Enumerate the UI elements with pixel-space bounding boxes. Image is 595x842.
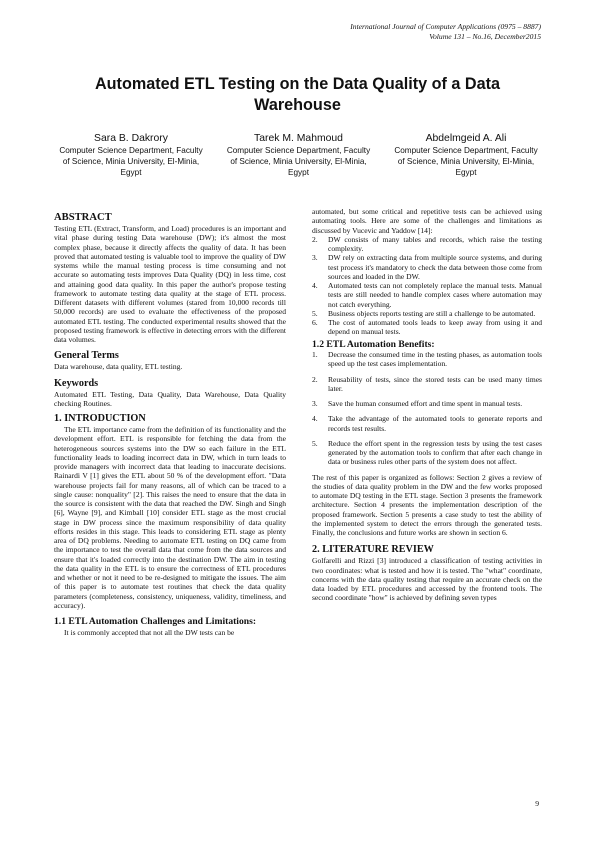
item-text: Automated tests can not completely replace the manual tests. Manual tests are still needed to handle complex cases where automation may not catch everything. bbox=[328, 281, 542, 309]
item-number: 3. bbox=[312, 253, 318, 263]
general-terms-heading: General Terms bbox=[54, 350, 119, 362]
list-item bbox=[312, 318, 542, 337]
author-affiliation: Computer Science Department, Faculty of Science, Minia University, El-Minia, Egypt bbox=[394, 146, 538, 177]
introduction-heading: 1. INTRODUCTION bbox=[54, 413, 146, 424]
list-item bbox=[312, 414, 542, 433]
author-3 bbox=[391, 132, 541, 178]
list-item bbox=[312, 253, 542, 281]
item-text: DW consists of many tables and records, which raise the testing complexity. bbox=[328, 234, 542, 253]
list-item bbox=[312, 309, 542, 318]
general-terms-text: Data warehouse, data quality, ETL testing. bbox=[54, 362, 183, 372]
keywords-text: Automated ETL Testing, Data Quality, Data Warehouse, Data Quality checking Routines. bbox=[54, 389, 286, 408]
author-name: Tarek M. Mahmoud bbox=[254, 133, 343, 144]
list-item bbox=[312, 281, 542, 309]
benefits-heading: 1.2 ETL Automation Benefits: bbox=[312, 338, 435, 350]
journal-header bbox=[350, 22, 541, 42]
item-text: Save the human consumed effort and time spent in manual tests. bbox=[328, 399, 523, 408]
item-number: 2. bbox=[312, 234, 318, 244]
paper-title: Automated ETL Testing on the Data Quality of a Data Warehouse bbox=[94, 75, 501, 114]
benefits-list bbox=[312, 350, 542, 467]
item-number: 3. bbox=[312, 399, 318, 408]
page-number: 9 bbox=[535, 799, 539, 808]
challenges-continued-text: automated, but some critical and repetitive tests can be achieved using automating tools. Here are some of the challenges and limitations as discussed by Vucevic and Yaddow [14]: bbox=[312, 207, 542, 235]
author-block bbox=[56, 132, 541, 178]
author-affiliation: Computer Science Department, Faculty of Science, Minia University, El-Minia, Egypt bbox=[226, 146, 371, 177]
item-number: 4. bbox=[312, 281, 318, 290]
author-affiliation: Computer Science Department, Faculty of Science, Minia University, El-Minia, Egypt bbox=[59, 146, 203, 177]
journal-name: International Journal of Computer Applications (0975 – 8887) bbox=[350, 22, 541, 31]
item-text: Business objects reports testing are still a challenge to be automated. bbox=[328, 308, 536, 318]
literature-review-text: Golfarelli and Rizzi [3] introduced a classification of testing activities in two coordinates: what is tested and how it is tested. The "what" coordinate, concerns with the data quality testing that require an accurate check on the data loaded by ETL procedures and accessed by the frontend tools. The second coordinate "how" is achieved by defining seven types bbox=[312, 556, 542, 603]
item-number: 2. bbox=[312, 374, 318, 384]
item-text: Decrease the consumed time in the testing phases, as automation tools speed up the test cases implementation. bbox=[328, 350, 542, 369]
list-item bbox=[312, 399, 542, 408]
left-column bbox=[54, 212, 286, 637]
item-text: Take the advantage of the automated tools to generate reports and records test results. bbox=[328, 414, 542, 433]
abstract-heading: ABSTRACT bbox=[54, 212, 112, 223]
journal-volume: Volume 131 – No.16, December2015 bbox=[429, 32, 541, 41]
challenges-intro-text: It is commonly accepted that not all the DW tests can be bbox=[64, 627, 235, 637]
author-1 bbox=[56, 132, 206, 178]
item-text: The cost of automated tools leads to keep away from using it and depend on manual tests. bbox=[328, 318, 542, 337]
challenges-list bbox=[312, 235, 542, 337]
item-number: 5. bbox=[312, 438, 318, 448]
author-2 bbox=[224, 132, 374, 178]
introduction-text: The ETL importance came from the definition of its functionality and the development effort. ETL is responsible for fetching the data from the heterogeneous sources systems into the DW so each failure in the ETL functionality leads to loading incorrect data in DW, which in turn leads to provide managers with incorrect data that leading to inaccurate decisions. Rainardi V [1] gives the ETL about 50 % of the development effort. "Data warehouse projects fail for many reasons, all of which can be traced to a single cause: nonquality" [2]. This raises the need to ensure that the data in the source is consistent with the data that reached the DW. Singh and Singh [6], Wayne [9], and Kimball [10] consider ETL stage as the most crucial stage in DW process since the maximum responsibility of data quality efforts resides in this stage. This leads to considering ETL stage as plenty area of DQ problems. Needing to automate ETL testing on DQ came from the importance to test the overall data that come from the data sources and ensure that it's loaded correctly into the destination DW. The aim in testing the data quality in the ETL is to ensure the correctness of ETL procedures and whether or not it need to be re-designed to mitigate the issues. The aim of this paper is to automate test routines that check the data quality parameters (completeness, consistency, uniqueness, validity, timeliness, and accuracy). bbox=[54, 425, 286, 610]
challenges-heading: 1.1 ETL Automation Challenges and Limitations: bbox=[54, 616, 257, 627]
author-name: Abdelmgeid A. Ali bbox=[425, 133, 507, 144]
list-item bbox=[312, 235, 542, 254]
item-text: Reduce the effort spent in the regression tests by using the test cases generated by the automation tools to confirm that after each change in data or business rules other parts of the system does not affect. bbox=[328, 438, 542, 467]
author-name: Sara B. Dakrory bbox=[94, 133, 168, 144]
item-text: Reusability of tests, since the stored tests can be used many times later. bbox=[328, 374, 542, 393]
item-number: 4. bbox=[312, 414, 318, 424]
list-item bbox=[312, 375, 542, 394]
literature-review-heading: 2. LITERATURE REVIEW bbox=[312, 544, 434, 556]
organization-text: The rest of this paper is organized as follows: Section 2 gives a review of the studies of data quality problem in the DW and the few works proposed to automate DQ testing in the ETL stage. Section 3 presents the framework architecture. Section 4 presents the implementation description of the proposed framework. Section 5 presents a case study to test the ability of the implemented system to detect the errors through the generated tests. Finally, the conclusions and future works are shown in section 6. bbox=[312, 472, 542, 537]
item-text: DW rely on extracting data from multiple source systems, and during test process it's mandatory to check the data between those come from sources and loaded in the DW. bbox=[328, 253, 542, 281]
item-number: 1. bbox=[312, 350, 318, 359]
keywords-heading: Keywords bbox=[54, 377, 99, 389]
abstract-text: Testing ETL (Extract, Transform, and Load) procedures is an important and vital phase during testing Data warehouse (DW); it's almost the most complex phase, because it directly affects the quality of data. It has been proved that automated testing is valuable tool to improve the quality of DW systems while the manual testing process is time consuming and not accurate so automating tests improves Data Quality (DQ) in less time, cost and attaining good data quality. In this paper the author's propose testing framework to automate testing data quality at the stage of ETL process. Different datasets with different volumes (stared from 10,000 records till 50,000 records) are used to evaluate the effectiveness of the proposed automated ETL testing. The conducted experimental results showed that the proposed testing framework is effective in detecting errors with the different data volumes. bbox=[54, 224, 286, 344]
item-number: 5. bbox=[312, 308, 318, 318]
right-column bbox=[312, 207, 542, 603]
item-number: 6. bbox=[312, 318, 318, 327]
list-item bbox=[312, 350, 542, 369]
list-item bbox=[312, 439, 542, 467]
